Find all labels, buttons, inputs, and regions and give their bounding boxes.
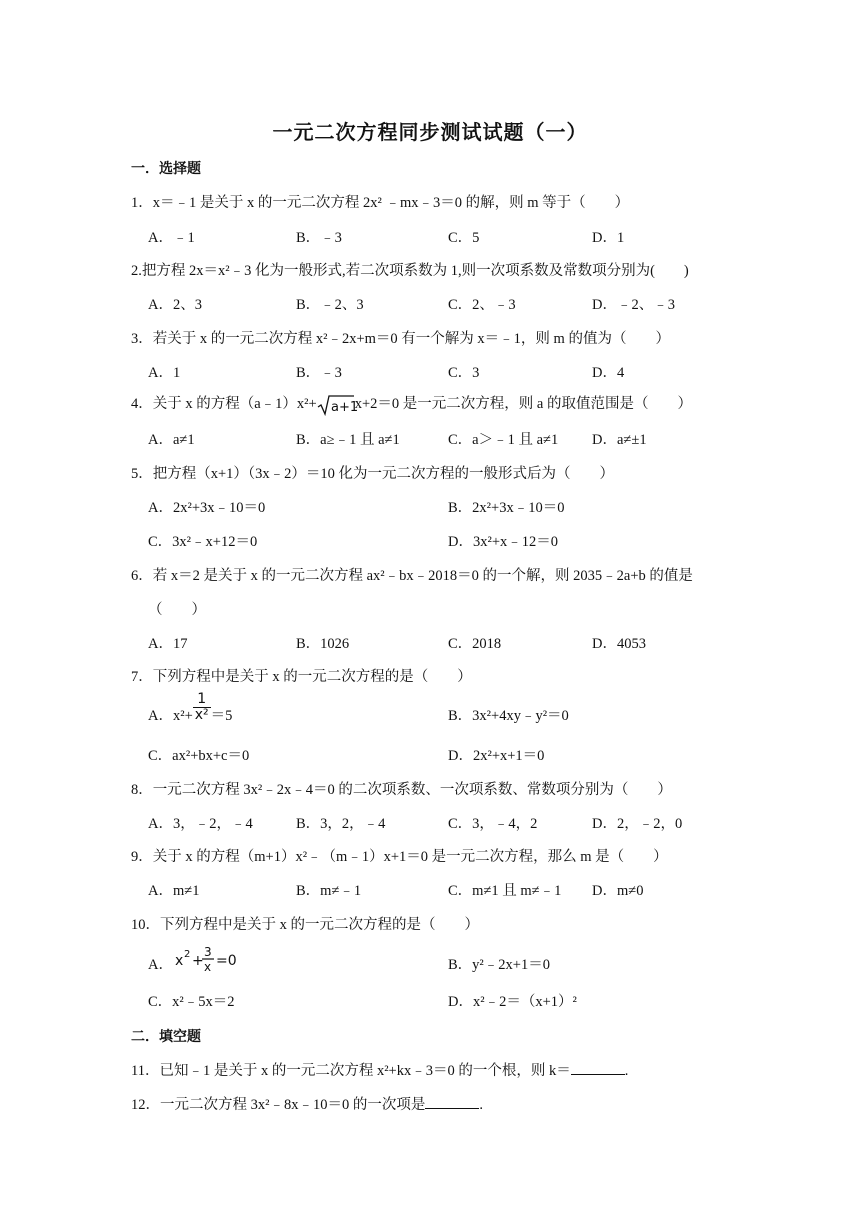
question-4-stem-start: 4．关于 x 的方程（a﹣1）x²+ xyxy=(131,396,317,412)
question-10-stem: 10．下列方程中是关于 x 的一元二次方程的是（ ） xyxy=(131,917,479,933)
question-10-options-row2 xyxy=(148,990,728,1012)
question-12-stem xyxy=(131,1093,750,1114)
question-7-options-row1 xyxy=(148,692,728,734)
option-c: C．2018 xyxy=(448,636,502,652)
fraction xyxy=(193,692,211,723)
question-11-end: . xyxy=(624,1063,629,1079)
option-d: D．1 xyxy=(592,230,625,246)
option-c: C．3 xyxy=(448,365,480,381)
option-a xyxy=(148,691,233,725)
question-4-stem-end: x+2＝0 是一元二次方程，则 a 的取值范围是（ ） xyxy=(354,396,692,412)
option-a: A．2x²+3x﹣10＝0 xyxy=(148,500,266,516)
option-b: B．3x²+4xy﹣y²＝0 xyxy=(448,708,569,724)
option-b: B．m≠﹣1 xyxy=(296,883,362,899)
question-8-stem: 8．一元二次方程 3x²﹣2x﹣4＝0 的二次项系数、一次项系数、常数项分别为（ ） xyxy=(131,782,672,798)
option-b: B．﹣3 xyxy=(296,230,342,246)
question-3-stem: 3．若关于 x 的一元二次方程 x²﹣2x+m＝0 有一个解为 x＝﹣1，则 m 的值为（ ） xyxy=(131,331,670,347)
equation-image xyxy=(173,942,243,976)
fraction-numerator: 1 xyxy=(193,692,211,708)
question-2-options xyxy=(148,293,728,315)
option-c: C．ax²+bx+c＝0 xyxy=(148,748,250,764)
question-9-stem: 9．关于 x 的方程（m+1）x²﹣（m﹣1）x+1＝0 是一元二次方程，那么 m 是（ ） xyxy=(131,849,668,865)
option-b: B．a≥﹣1 且 a≠1 xyxy=(296,432,400,448)
option-a: A．﹣1 xyxy=(148,230,195,246)
option-d: D．3x²+x﹣12＝0 xyxy=(448,534,558,550)
option-c: C．a＞﹣1 且 a≠1 xyxy=(448,432,559,448)
fraction-denominator: x² xyxy=(194,707,209,724)
option-a: A．m≠1 xyxy=(148,883,200,899)
option-c: C．x²﹣5x＝2 xyxy=(148,994,235,1010)
option-a: A．2、3 xyxy=(148,297,202,313)
option-a-text: A．x²+ xyxy=(148,708,193,724)
question-6-stem: 6．若 x＝2 是关于 x 的一元二次方程 ax²﹣bx﹣2018＝0 的一个解，则 2035﹣2a+b 的值是 xyxy=(131,568,693,584)
option-a-label: A． xyxy=(148,957,173,973)
option-a: A．a≠1 xyxy=(148,432,195,448)
question-5-options-row1 xyxy=(148,496,728,518)
option-c: C．3x²﹣x+12＝0 xyxy=(148,534,258,550)
option-d: D．m≠0 xyxy=(592,883,644,899)
question-1-options xyxy=(148,226,728,248)
svg-text:2: 2 xyxy=(183,948,191,960)
question-6-options xyxy=(148,632,728,654)
sqrt-expression xyxy=(317,394,358,416)
option-c: C．2、﹣3 xyxy=(448,297,516,313)
option-a: A．3，﹣2，﹣4 xyxy=(148,816,253,832)
question-2-stem: 2.把方程 2x＝x²﹣3 化为一般形式,若二次项系数为 1,则一次项系数及常数项分别为( ) xyxy=(131,263,689,279)
question-8-options xyxy=(148,812,728,834)
option-d: D．﹣2、﹣3 xyxy=(592,297,675,313)
option-c: C．3，﹣4，2 xyxy=(448,816,538,832)
sqrt-radicand: a+1 xyxy=(330,399,358,415)
option-b: B．1026 xyxy=(296,636,350,652)
page-title: 一元二次方程同步测试试题（一） xyxy=(272,120,588,144)
question-7-options-row2 xyxy=(148,744,728,766)
question-5-options-row2 xyxy=(148,530,728,552)
question-7-stem: 7．下列方程中是关于 x 的一元二次方程的是（ ） xyxy=(131,669,472,685)
question-4-stem xyxy=(131,392,750,416)
option-d: D．4 xyxy=(592,365,625,381)
question-3-options xyxy=(148,361,728,383)
question-12-end: . xyxy=(479,1097,483,1113)
svg-text:x: x xyxy=(203,959,212,974)
question-12-text: 12．一元二次方程 3x²﹣8x﹣10＝0 的一次项是 xyxy=(131,1097,426,1113)
option-d: D．x²﹣2＝（x+1）² xyxy=(448,994,577,1010)
svg-text:x: x xyxy=(174,952,184,969)
question-10-options-row1 xyxy=(148,944,728,978)
option-b: B．3，2，﹣4 xyxy=(296,816,386,832)
question-5-stem: 5．把方程（x+1）（3x﹣2）＝10 化为一元二次方程的一般形式后为（ ） xyxy=(131,466,615,482)
question-6-stem-cont: （ ） xyxy=(148,602,206,618)
option-a xyxy=(148,944,243,976)
option-d: D．a≠±1 xyxy=(592,432,647,448)
option-c: C．5 xyxy=(448,230,480,246)
option-a: A．17 xyxy=(148,636,188,652)
question-1-stem: 1．x＝﹣1 是关于 x 的一元二次方程 2x² ﹣mx﹣3＝0 的解，则 m 等于（ ） xyxy=(131,195,630,211)
option-c: C．m≠1 且 m≠﹣1 xyxy=(448,883,562,899)
answer-blank[interactable] xyxy=(425,1094,479,1109)
question-4-options xyxy=(148,428,728,450)
option-d: D．2x²+x+1＝0 xyxy=(448,748,545,764)
option-b: B．2x²+3x﹣10＝0 xyxy=(448,500,565,516)
svg-text:=0: =0 xyxy=(215,952,237,969)
answer-blank[interactable] xyxy=(571,1060,625,1075)
option-b: B．﹣3 xyxy=(296,365,342,381)
option-a: A．1 xyxy=(148,365,181,381)
section-heading-fill: 二．填空题 xyxy=(131,1029,201,1045)
section-heading-choice: 一．选择题 xyxy=(131,161,201,177)
option-b: B．y²﹣2x+1＝0 xyxy=(448,957,550,973)
question-11-stem xyxy=(131,1059,750,1080)
question-11-text: 11．已知﹣1 是关于 x 的一元二次方程 x²+kx﹣3＝0 的一个根，则 k＝ xyxy=(131,1063,571,1079)
question-9-options xyxy=(148,879,728,901)
option-d: D．4053 xyxy=(592,636,646,652)
svg-text:3: 3 xyxy=(203,944,212,959)
option-b: B．﹣2、3 xyxy=(296,297,364,313)
option-d: D．2，﹣2，0 xyxy=(592,816,683,832)
option-a-text-end: ＝5 xyxy=(210,708,233,724)
svg-text:+: + xyxy=(191,952,204,969)
